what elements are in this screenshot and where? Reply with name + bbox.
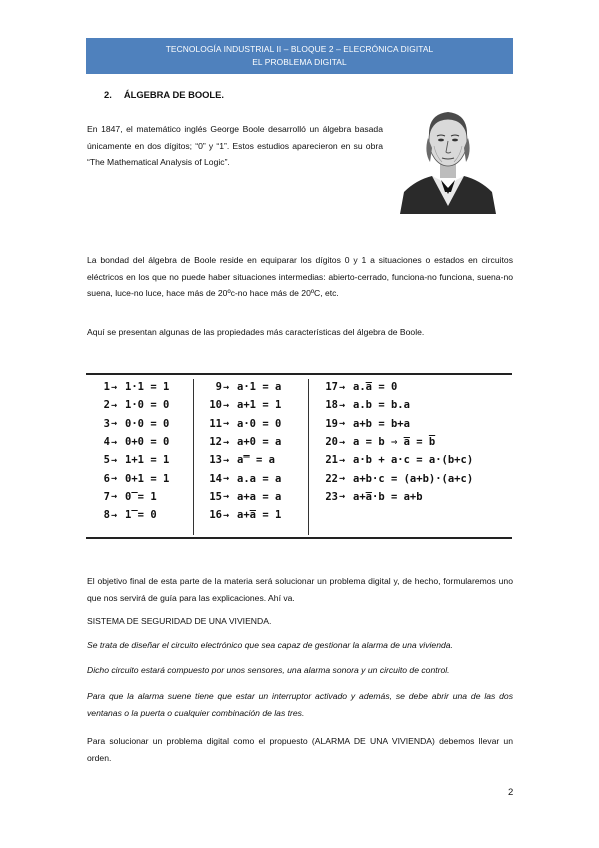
property-number: 7: [103, 490, 110, 503]
property-expression: a+1 = 1: [237, 399, 282, 412]
intro-paragraph: En 1847, el matemático inglés George Boole desarrolló un álgebra basada únicamente en dos dígitos; “0” y “1”. Estos estudios aparecieron en su obra “The Mathematical Analysis of Logic”.: [87, 124, 383, 167]
properties-intro-paragraph: Aquí se presentan algunas de las propiedades más características del álgebra de Boole.: [87, 327, 425, 337]
property-number: 11: [209, 417, 222, 430]
arrow-right-icon: →: [339, 473, 346, 485]
property-number: 19: [325, 417, 338, 430]
arrow-right-icon: →: [111, 399, 118, 411]
property-row: [316, 451, 473, 469]
arrow-right-icon: →: [111, 491, 118, 503]
arrow-right-icon: →: [223, 436, 230, 448]
arrow-right-icon: →: [223, 381, 230, 393]
property-expression: 0+1 = 1: [125, 472, 170, 485]
property-number: 22: [325, 472, 338, 485]
page-number: 2: [508, 787, 514, 798]
property-expression: a.a = a: [237, 472, 282, 485]
property-number: 21: [325, 454, 338, 467]
arrow-right-icon: →: [223, 399, 230, 411]
property-expression: a.b = b.a: [353, 399, 410, 412]
property-expression: 1·1 = 1: [125, 381, 170, 394]
properties-column-1: [98, 378, 169, 524]
property-number: 8: [103, 509, 110, 522]
property-number: 12: [209, 436, 222, 449]
property-expression: 0·0 = 0: [125, 417, 170, 430]
objective-paragraph: El objetivo final de esta parte de la materia será solucionar un problema digital y, de hecho, formularemos uno que nos servirá de guía para las explicaciones. Ahí va.: [87, 576, 513, 603]
property-expression: a+a̅ = 1: [237, 509, 282, 522]
property-number: 9: [215, 381, 222, 394]
property-row: [98, 433, 169, 451]
header-line-1: TECNOLOGÍA INDUSTRIAL II – BLOQUE 2 – ELECRÓNICA DIGITAL: [165, 44, 434, 54]
arrow-right-icon: →: [111, 473, 118, 485]
arrow-right-icon: →: [111, 509, 118, 521]
problem-statement-1: Se trata de diseñar el circuito electrónico que sea capaz de gestionar la alarma de una vivienda.: [87, 640, 453, 650]
property-row: [98, 469, 169, 487]
property-row: [98, 396, 169, 414]
property-row: [316, 378, 473, 396]
arrow-right-icon: →: [339, 491, 346, 503]
property-expression: a+0 = a: [237, 436, 282, 449]
property-number: 10: [209, 399, 222, 412]
property-number: 23: [325, 490, 338, 503]
properties-column-2: [200, 378, 281, 524]
arrow-right-icon: →: [223, 491, 230, 503]
property-number: 5: [103, 454, 110, 467]
arrow-right-icon: →: [339, 381, 346, 393]
boole-description-paragraph: La bondad del álgebra de Boole reside en equiparar los dígitos 0 y 1 a situaciones o estados en circuitos eléctricos en los que no puede haber situaciones intermedias: abierto-cerrado, funciona-no funciona, suena-no suena, luce-no luce, hace más de 20ºc-no hace más de 20ºC, etc.: [87, 255, 513, 298]
property-expression: a+a = a: [237, 490, 282, 503]
property-number: 15: [209, 490, 222, 503]
property-expression: 1+1 = 1: [125, 454, 170, 467]
property-expression: a+b·c = (a+b)·(a+c): [353, 472, 474, 485]
property-row: [200, 506, 281, 524]
property-row: [200, 451, 281, 469]
property-expression: a·1 = a: [237, 381, 282, 394]
property-number: 20: [325, 436, 338, 449]
arrow-right-icon: →: [223, 473, 230, 485]
arrow-right-icon: →: [111, 454, 118, 466]
arrow-right-icon: →: [339, 454, 346, 466]
property-row: [316, 415, 473, 433]
property-row: [98, 488, 169, 506]
property-number: 18: [325, 399, 338, 412]
property-row: [98, 451, 169, 469]
property-expression: a+a̅·b = a+b: [353, 490, 423, 503]
property-number: 1: [103, 381, 110, 394]
property-expression: a·b + a·c = a·(b+c): [353, 454, 474, 467]
column-divider: [308, 379, 309, 535]
property-expression: 0+0 = 0: [125, 436, 170, 449]
property-expression: a.a̅ = 0: [353, 381, 398, 394]
arrow-right-icon: →: [111, 381, 118, 393]
arrow-right-icon: →: [223, 418, 230, 430]
property-number: 17: [325, 381, 338, 394]
arrow-right-icon: →: [223, 509, 230, 521]
problem-title: SISTEMA DE SEGURIDAD DE UNA VIVIENDA.: [87, 616, 272, 626]
arrow-right-icon: →: [339, 436, 346, 448]
arrow-right-icon: →: [223, 454, 230, 466]
arrow-right-icon: →: [339, 418, 346, 430]
property-row: [200, 378, 281, 396]
property-row: [316, 433, 473, 451]
property-row: [316, 469, 473, 487]
property-number: 4: [103, 436, 110, 449]
property-row: [200, 433, 281, 451]
section-heading: [104, 89, 224, 100]
section-title: ÁLGEBRA DE BOOLE.: [123, 89, 225, 100]
property-number: 16: [209, 509, 222, 522]
problem-statement-2: Dicho circuito estará compuesto por unos sensores, una alarma sonora y un circuito de control.: [87, 665, 450, 675]
header-line-2: EL PROBLEMA DIGITAL: [252, 56, 347, 67]
property-expression: a = b ⇒ a̅ = b̅: [353, 436, 436, 449]
property-row: [200, 488, 281, 506]
property-number: 13: [209, 454, 222, 467]
arrow-right-icon: →: [339, 399, 346, 411]
boole-properties-table: [86, 373, 512, 539]
property-expression: 0̅ = 1: [125, 490, 157, 503]
property-expression: 1̅ = 0: [125, 509, 157, 522]
property-row: [98, 506, 169, 524]
property-expression: a+b = b+a: [353, 417, 410, 430]
closing-paragraph: Para solucionar un problema digital como el propuesto (ALARMA DE UNA VIVIENDA) debemos llevar un orden.: [87, 736, 513, 763]
problem-statement-3: Para que la alarma suene tiene que estar un interruptor activado y además, se debe abrir una de las dos ventanas o la puerta o cualquier combinación de las tres.: [87, 691, 513, 718]
document-header: [86, 38, 513, 74]
property-number: 14: [209, 472, 222, 485]
properties-column-3: [316, 378, 473, 506]
column-divider: [193, 379, 194, 535]
arrow-right-icon: →: [111, 418, 118, 430]
property-number: 2: [103, 399, 110, 412]
property-row: [200, 469, 281, 487]
property-number: 6: [103, 472, 110, 485]
property-row: [200, 396, 281, 414]
property-expression: 1·0 = 0: [125, 399, 170, 412]
property-row: [98, 415, 169, 433]
arrow-right-icon: →: [111, 436, 118, 448]
property-expression: a̿ = a: [237, 454, 275, 467]
property-row: [98, 378, 169, 396]
property-row: [316, 396, 473, 414]
section-number: 2.: [104, 89, 112, 100]
george-boole-portrait: [398, 96, 498, 214]
property-row: [316, 488, 473, 506]
property-expression: a·0 = 0: [237, 417, 282, 430]
property-row: [200, 415, 281, 433]
property-number: 3: [103, 417, 110, 430]
